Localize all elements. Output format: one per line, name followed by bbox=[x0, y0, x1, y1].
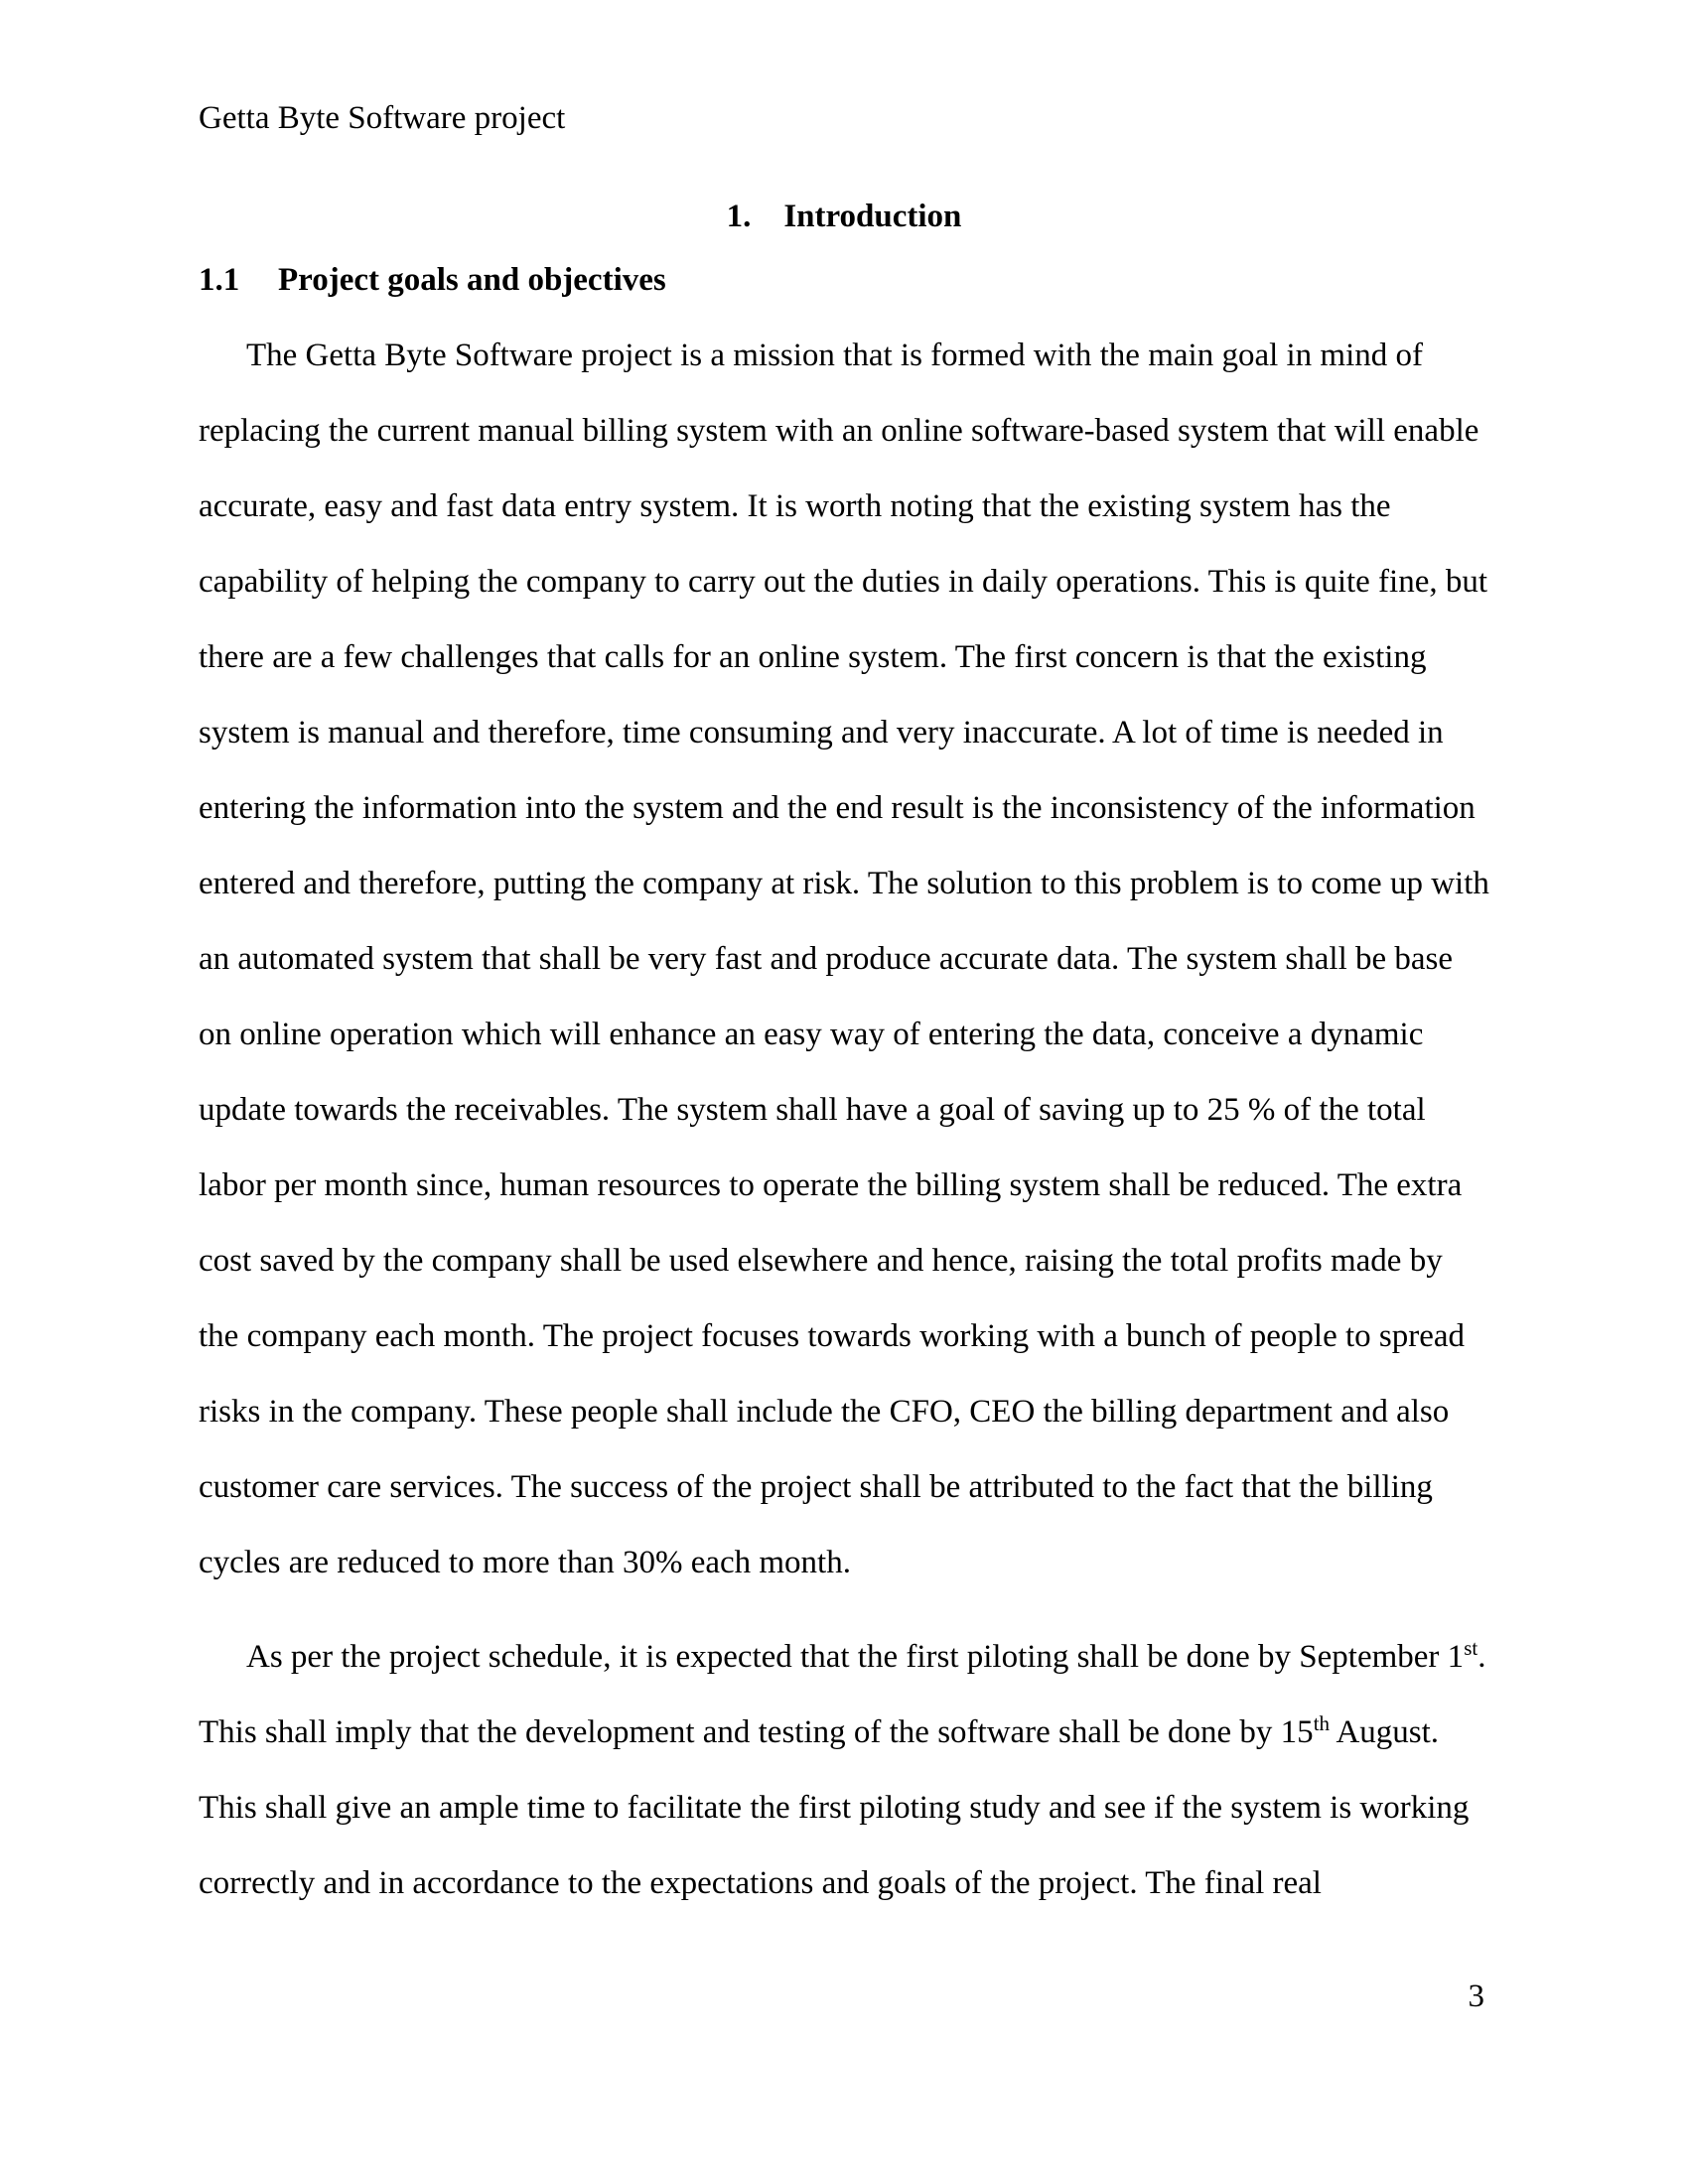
paragraph-1: The Getta Byte Software project is a mission that is formed with the main goal in mind of replacing the current manual billing system with an online software-based system that will enable accurate, easy and fast data entry system. It is worth noting that the existing system has the capability of helping the company to carry out the duties in daily operations. This is quite fine, but there are a few challenges that calls for an online system. The first concern is that the existing system is manual and therefore, time consuming and very inaccurate. A lot of time is needed in entering the information into the system and the end result is the inconsistency of the information entered and therefore, putting the company at risk. The solution to this problem is to come up with an automated system that shall be very fast and produce accurate data. The system shall be base on online operation which will enhance an easy way of entering the data, conceive a dynamic update towards the receivables. The system shall have a goal of saving up to 25 % of the total labor per month since, human resources to operate the billing system shall be reduced. The extra cost saved by the company shall be used elsewhere and hence, raising the total profits made by the company each month. The project focuses towards working with a bunch of people to spread risks in the company. These people shall include the CFO, CEO the billing department and also customer care services. The success of the project shall be attributed to the fact that the billing cycles are reduced to more than 30% each month. bbox=[199, 338, 1489, 1580]
subsection-title: Project goals and objectives bbox=[278, 262, 666, 298]
superscript-th: th bbox=[1313, 1711, 1331, 1735]
paragraph-2-part-3: August. This shall give an ample time to facilitate the first piloting study and see if the system is working correctly and in accordance to the expectations and goals of the project. The final real bbox=[199, 1714, 1470, 1901]
running-header: Getta Byte Software project bbox=[199, 100, 566, 136]
section-title: Introduction bbox=[783, 199, 962, 234]
section-heading bbox=[199, 197, 1489, 236]
paragraph-2 bbox=[199, 1619, 1489, 1921]
page-number: 3 bbox=[1468, 1979, 1484, 2014]
subsection-heading bbox=[199, 260, 1489, 300]
subsection-number: 1.1 bbox=[199, 262, 240, 298]
paragraph-2-part-2: . This shall imply that the development and testing of the software shall be done by 15 bbox=[199, 1639, 1486, 1750]
paragraph-2-part-1: As per the project schedule, it is expected that the first piloting shall be done by September 1 bbox=[246, 1639, 1465, 1675]
section-number: 1. bbox=[726, 199, 752, 234]
superscript-st: st bbox=[1464, 1636, 1478, 1660]
